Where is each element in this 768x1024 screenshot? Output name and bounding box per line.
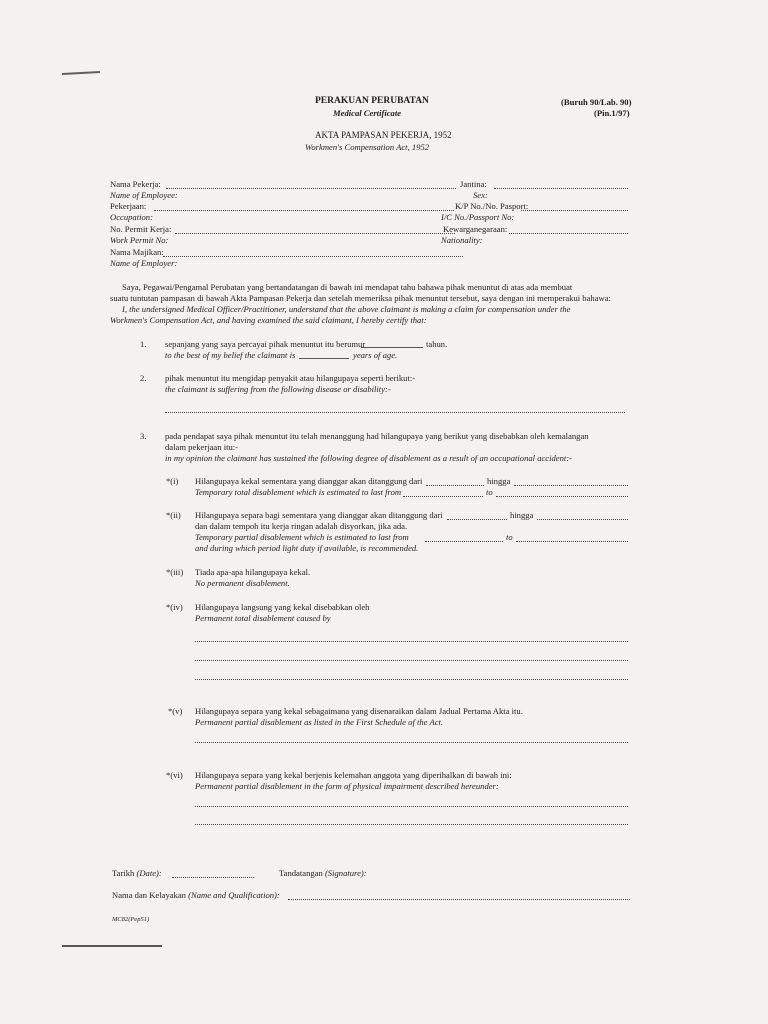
- sub-ii-ms-to: hingga: [510, 510, 534, 520]
- sub-ii-en-2: and during which period light duty if available, is recommended.: [195, 543, 419, 553]
- sub-i-en-to: to: [486, 487, 493, 497]
- sub-iii-ms: Tiada apa-apa hilangupaya kekal.: [195, 567, 311, 577]
- intro-ms-line-2: suatu tuntutan pampasan di bawah Akta Pampasan Pekerja dan setelah memeriksa pihak menuntut tersebut, saya dengan ini memperakui bahawa:: [110, 293, 611, 303]
- sub-i-en: Temporary total disablement which is estimated to last from: [195, 487, 402, 497]
- item-1-en-b: years of age.: [353, 350, 398, 360]
- sub-iv-line-2[interactable]: [195, 660, 628, 661]
- ic-passport-label: K/P No./No. Pasport:: [455, 201, 529, 211]
- sub-ii-from-field[interactable]: [447, 519, 507, 520]
- work-permit-label: No. Permit Kerja:: [110, 224, 172, 234]
- item-1-number: 1.: [140, 339, 147, 349]
- act-title-en: Workmen's Compensation Act, 1952: [305, 142, 430, 152]
- act-title: AKTA PAMPASAN PEKERJA, 1952: [315, 130, 452, 140]
- ic-passport-label-en: I/C No./Passport No:: [441, 212, 515, 222]
- date-label-en: (Date):: [136, 868, 162, 878]
- occupation-field[interactable]: [154, 210, 454, 211]
- age-field[interactable]: [361, 347, 423, 348]
- age-field-en[interactable]: [299, 358, 349, 359]
- sub-iv-line-1[interactable]: [195, 641, 628, 642]
- sex-label-en: Sex:: [473, 190, 488, 200]
- sub-vi-line-1[interactable]: [195, 806, 628, 807]
- intro-ms-line-1: Saya, Pegawai/Pengamal Perubatan yang bertandatangan di bawah ini mendapat tahu bahawa pihak menuntut di atas ada membuat: [122, 282, 573, 292]
- sub-ii-from-field-en[interactable]: [425, 541, 503, 542]
- form-ref-1: (Buruh 90/Lab. 90): [561, 97, 632, 107]
- date-field[interactable]: [172, 877, 254, 878]
- nationality-label: Kewarganegaraan:: [443, 224, 508, 234]
- sub-v-line[interactable]: [195, 742, 628, 743]
- sub-iv-ms: Hilangupaya langsung yang kekal disebabkan oleh: [195, 602, 370, 612]
- sub-ii-en-1: Temporary partial disablement which is estimated to last from: [195, 532, 409, 542]
- sub-ii-ms-1: Hilangupaya separa bagi sementara yang dianggar akan ditanggung dari: [195, 510, 443, 520]
- employee-name-label-en: Name of Employee:: [110, 190, 178, 200]
- name-qualification-label: [112, 890, 280, 901]
- employer-name-label-en: Name of Employer:: [110, 258, 178, 268]
- scan-mark-top: [62, 71, 100, 75]
- work-permit-field[interactable]: [175, 233, 455, 234]
- occupation-label: Pekerjaan:: [110, 201, 147, 211]
- intro-en-line-2: Workmen's Compensation Act, and having examined the said claimant, I hereby certify that:: [110, 315, 427, 325]
- sub-i-from-field[interactable]: [426, 485, 484, 486]
- sub-vi-line-2[interactable]: [195, 824, 628, 825]
- sex-field[interactable]: [494, 188, 628, 189]
- name-qualification-label-ms: Nama dan Kelayakan: [112, 890, 186, 900]
- sub-v-ms: Hilangupaya separa yang kekal sebagaimana yang disenaraikan dalam Jadual Pertama Akta itu.: [195, 706, 523, 716]
- name-qualification-field[interactable]: [288, 899, 630, 900]
- name-qualification-label-en: (Name and Qualification):: [188, 890, 280, 900]
- item-2-en: the claimant is suffering from the following disease or disability:-: [165, 384, 391, 394]
- item-1-en-a: to the best of my belief the claimant is: [165, 350, 296, 360]
- nationality-label-en: Nationality:: [441, 235, 483, 245]
- item-3-en: in my opinion the claimant has sustained the following degree of disablement as a result of an occupational accident:-: [165, 453, 573, 463]
- sub-iv-mark: *(iv): [166, 602, 183, 612]
- sub-i-to-field[interactable]: [514, 485, 628, 486]
- sub-v-mark: *(v): [168, 706, 183, 716]
- sub-iii-mark: *(iii): [166, 567, 184, 577]
- item-1-ms-a: sepanjang yang saya percayai pihak menuntut itu berumur: [165, 339, 366, 349]
- sub-ii-to-field-en[interactable]: [516, 541, 628, 542]
- employee-name-field[interactable]: [166, 188, 456, 189]
- work-permit-label-en: Work Permit No:: [110, 235, 169, 245]
- sub-i-from-field-en[interactable]: [403, 496, 483, 497]
- date-label-ms: Tarikh: [112, 868, 135, 878]
- sub-vi-ms: Hilangupaya separa yang kekal berjenis kelemahan anggota yang diperihalkan di bawah ini:: [195, 770, 512, 780]
- sub-ii-ms-2: dan dalam tempoh itu kerja ringan adalah disyorkan, jika ada.: [195, 521, 408, 531]
- form-code: MC82(Pep51): [112, 916, 150, 923]
- sub-vi-mark: *(vi): [166, 770, 183, 780]
- sub-v-en: Permanent partial disablement as listed in the First Schedule of the Act.: [195, 717, 444, 727]
- disease-field[interactable]: [165, 412, 625, 413]
- sub-i-to-field-en[interactable]: [496, 496, 628, 497]
- date-label: [112, 868, 162, 879]
- item-2-ms: pihak menuntut itu mengidap penyakit atau hilangupaya seperti berikut:-: [165, 373, 416, 383]
- scan-mark-bottom: [62, 945, 162, 947]
- sub-ii-en-to: to: [506, 532, 513, 542]
- item-2-number: 2.: [140, 373, 147, 383]
- item-3-ms-2: dalam pekerjaan itu:-: [165, 442, 239, 452]
- sub-vi-en: Permanent partial disablement in the form of physical impairment described hereunder:: [195, 781, 499, 791]
- signature-label-en: (Signature):: [324, 868, 367, 878]
- form-title-en: Medical Certificate: [333, 108, 402, 118]
- form-ref-2: (Pin.1/97): [594, 108, 630, 118]
- sub-iii-en: No permanent disablement.: [195, 578, 290, 588]
- intro-en-line-1: I, the undersigned Medical Officer/Practitioner, understand that the above claimant is making a claim for compensation under the: [122, 304, 571, 314]
- nationality-field[interactable]: [509, 233, 628, 234]
- employer-name-field[interactable]: [163, 256, 463, 257]
- item-3-number: 3.: [140, 431, 147, 441]
- item-1-ms-b: tahun.: [426, 339, 448, 349]
- form-title: PERAKUAN PERUBATAN: [315, 96, 429, 106]
- occupation-label-en: Occupation:: [110, 212, 153, 222]
- sub-iv-line-3[interactable]: [195, 679, 628, 680]
- employee-name-label: Nama Pekerja:: [110, 179, 161, 189]
- sub-ii-to-field[interactable]: [537, 519, 628, 520]
- sub-ii-mark: *(ii): [166, 510, 181, 520]
- sub-i-mark: *(i): [166, 476, 179, 486]
- item-3-ms-1: pada pendapat saya pihak menuntut itu telah menanggung had hilangupaya yang berikut yang disebabkan oleh kemalangan: [165, 431, 589, 441]
- sex-label: Jantina:: [460, 179, 487, 189]
- sub-iv-en: Permanent total disablement caused by: [195, 613, 331, 623]
- sub-i-ms-to: hingga: [487, 476, 511, 486]
- ic-passport-field[interactable]: [521, 210, 628, 211]
- sub-i-ms: Hilangupaya kekal sementara yang dianggar akan ditanggung dari: [195, 476, 423, 486]
- signature-label: [279, 868, 367, 879]
- employer-name-label: Nama Majikan:: [110, 247, 164, 257]
- signature-label-ms: Tandatangan: [279, 868, 323, 878]
